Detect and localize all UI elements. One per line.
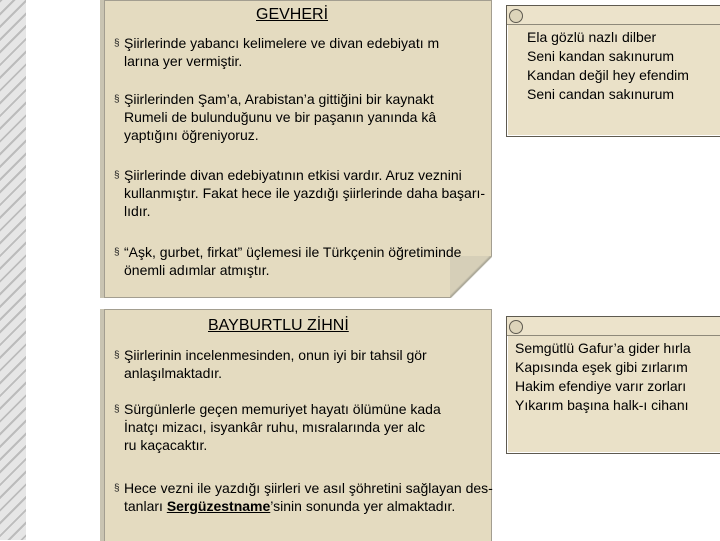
bullet-text: Sürgünlerle geçen memuriyet hayatı ölümüne kada İnatçı mizacı, isyankâr ruhu, mısralarında yer alc ru kaçacaktır. <box>124 401 441 453</box>
zihni-bullet-2 <box>114 400 441 454</box>
sergüzestname-title: Sergüzestname <box>166 498 271 514</box>
bullet-text: Şiirlerinde divan edebiyatının etkisi vardır. Aruz veznini kullanmıştır. Fakat hece ile yazdığı şiirlerinde daha başarı- lıdır. <box>124 167 486 219</box>
bullet-marker: § <box>114 38 120 49</box>
zihni-poem-note <box>506 316 720 454</box>
gevheri-poem-note <box>506 5 720 137</box>
bullet-text-end: ’sinin sonunda yer almaktadır. <box>270 498 456 514</box>
decorative-side-bar <box>0 0 26 540</box>
gevheri-bullet-3 <box>114 166 485 220</box>
bullet-text: Şiirlerinin incelenmesinden, onun iyi bir tahsil gör anlaşılmaktadır. <box>124 347 427 381</box>
bullet-text: Şiirlerinde yabancı kelimelere ve divan edebiyatı m larına yer vermiştir. <box>124 35 440 69</box>
bullet-text <box>124 479 493 515</box>
bullet-marker: § <box>114 170 120 181</box>
bullet-marker: § <box>114 350 120 361</box>
scroll-top <box>507 317 720 336</box>
zihni-heading: BAYBURTLU ZİHNİ <box>208 317 349 334</box>
zihni-bullet-1 <box>114 346 427 382</box>
bullet-marker: § <box>114 94 120 105</box>
zihni-poem: Semgütlü Gafur’a gider hırla Kapısında eşek gibi zırlarım Hakim efendiye varır zorları Yıkarım başına halk-ı cihanı <box>515 340 691 413</box>
scroll-curl <box>509 320 523 334</box>
scroll-top <box>507 6 720 25</box>
zihni-bullet-3 <box>114 479 493 515</box>
bullet-marker: § <box>114 483 120 494</box>
gevheri-bullet-2 <box>114 90 436 144</box>
gevheri-heading: GEVHERİ <box>256 6 329 23</box>
bullet-text: “Aşk, gurbet, firkat” üçlemesi ile Türkçenin öğretiminde önemli adımlar atmıştır. <box>124 244 462 278</box>
bullet-marker: § <box>114 404 120 415</box>
bullet-text: Şiirlerinden Şam’a, Arabistan’a gittiğini bir kaynakt Rumeli de bulunduğunu ve bir paşanın yanında kâ yaptığını öğreniyoruz. <box>124 91 437 143</box>
gevheri-bullet-4 <box>114 243 461 279</box>
bullet-marker: § <box>114 247 120 258</box>
gevheri-poem: Ela gözlü nazlı dilber Seni kandan sakınurum Kandan değil hey efendim Seni candan sakınurum <box>527 29 689 102</box>
scroll-curl <box>509 9 523 23</box>
bullet-text-start: Hece vezni ile yazdığı şiirleri ve asıl şöhretini sağlayan des- tanları <box>124 480 493 514</box>
gevheri-bullet-1 <box>114 34 439 70</box>
